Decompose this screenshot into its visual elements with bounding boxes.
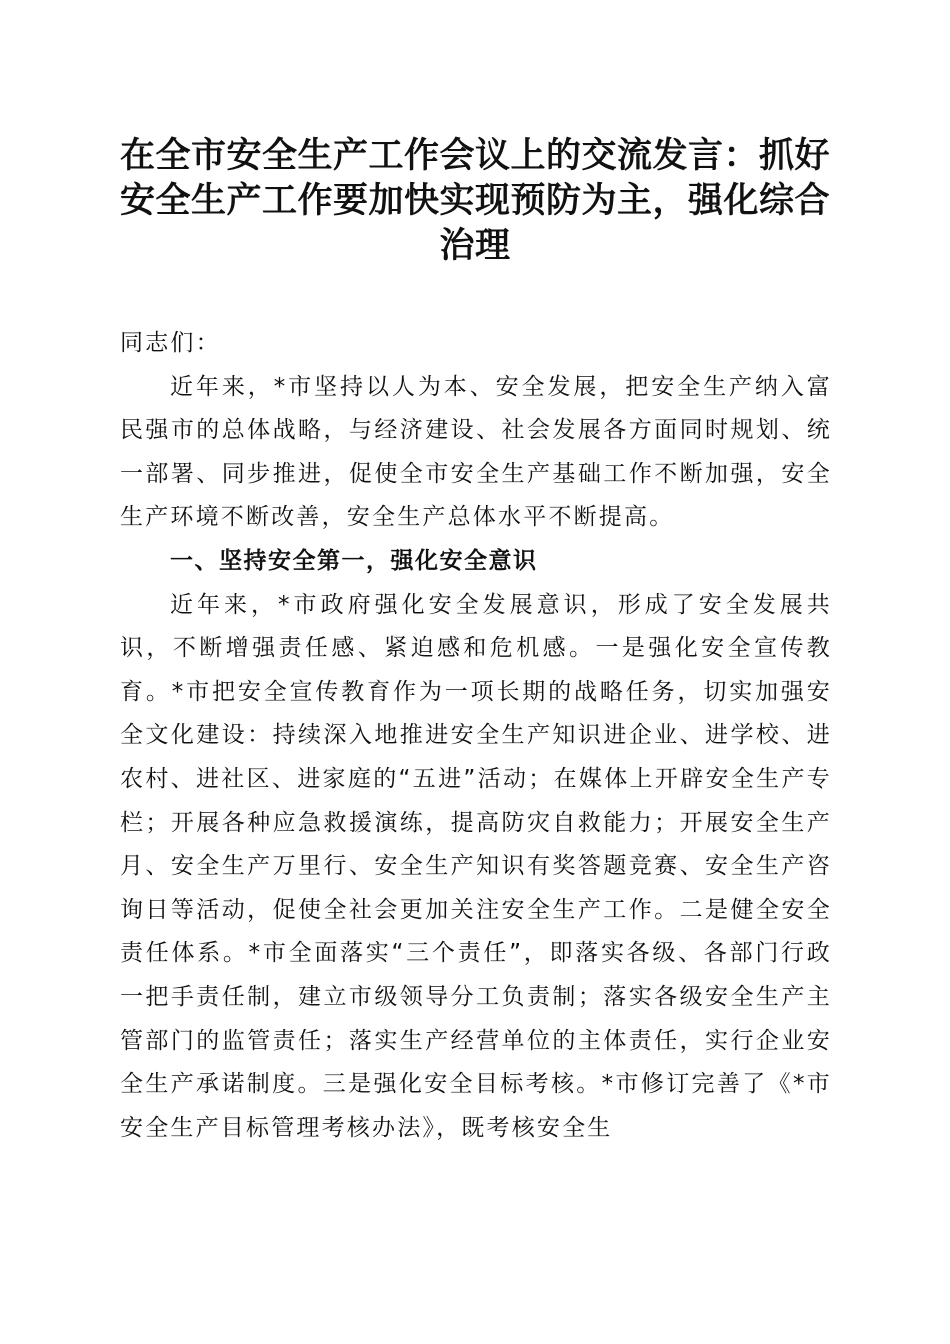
section-1-heading: 一、坚持安全第一，强化安全意识 <box>170 547 538 574</box>
intro-paragraph: 近年来，*市坚持以人为本、安全发展，把安全生产纳入富民强市的总体战略，与经济建设、社会发展各方面同时规划、统一部署、同步推进，促使全市安全生产基础工作不断加强，安全生产环境不断改善，安全生产总体水平不断提高。 <box>120 373 832 531</box>
document-body <box>120 322 832 1150</box>
section-1-paragraph: 近年来，*市政府强化安全发展意识，形成了安全发展共识，不断增强责任感、紧迫感和危机感。一是强化安全宣传教育。*市把安全宣传教育作为一项长期的战略任务，切实加强安全文化建设：持续深入地推进安全生产知识进企业、进学校、进农村、进社区、进家庭的“五进”活动；在媒体上开辟安全生产专栏；开展各种应急救援演练，提高防灾自救能力；开展安全生产月、安全生产万里行、安全生产知识有奖答题竞赛、安全生产咨询日等活动，促使全社会更加关注安全生产工作。二是健全安全责任体系。*市全面落实“三个责任”，即落实各级、各部门行政一把手责任制，建立市级领导分工负责制；落实各级安全生产主管部门的监管责任；落实生产经营单位的主体责任，实行企业安全生产承诺制度。三是强化安全目标考核。*市修订完善了《*市安全生产目标管理考核办法》，既考核安全生 <box>120 591 832 1141</box>
document-title: 在全市安全生产工作会议上的交流发言：抓好安全生产工作要加快实现预防为主，强化综合治理 <box>119 135 830 266</box>
salutation: 同志们： <box>120 330 221 356</box>
